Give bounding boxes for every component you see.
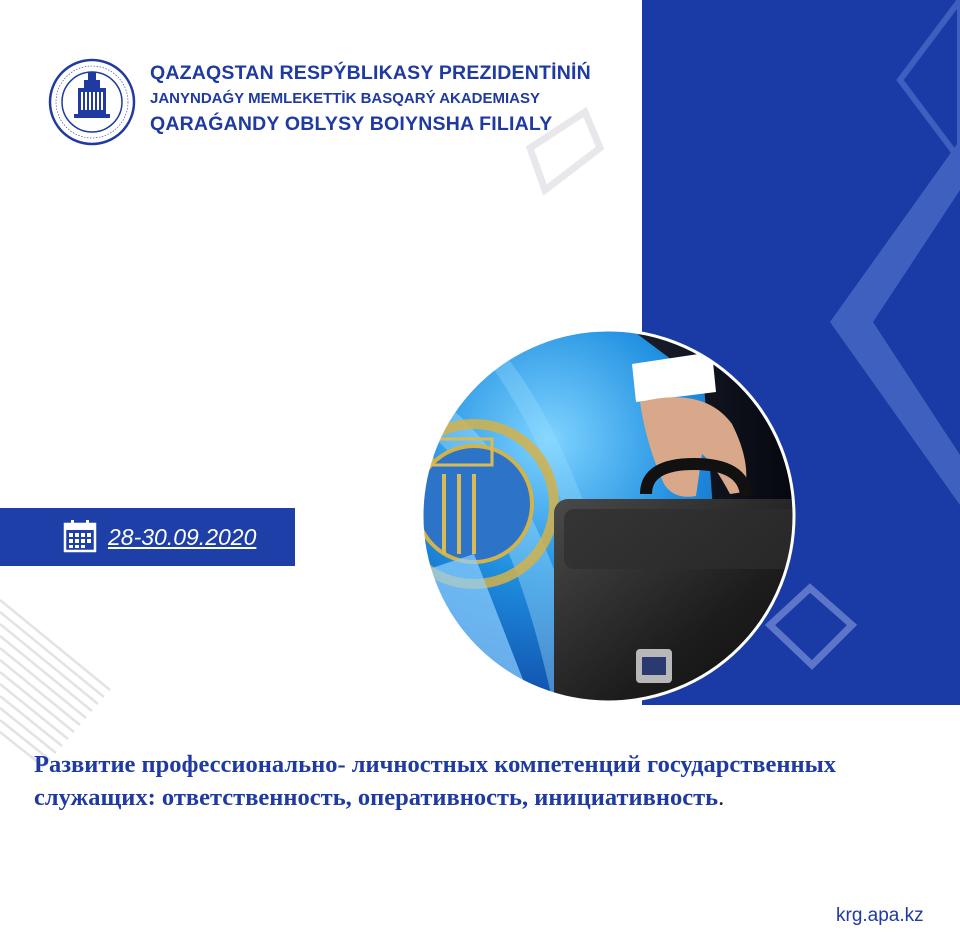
- org-name-line-3: QARAǴANDY OBLYSY BOIYNSHA FILIALY: [150, 113, 553, 135]
- event-title-period: .: [718, 784, 725, 811]
- academy-emblem-icon: [48, 58, 136, 146]
- hatch-lines: [0, 600, 110, 767]
- org-name-line-2: JANYNDAǴY MEMLEKETTİK BASQARÝ AKADEMIASY: [150, 90, 541, 107]
- businessman-briefcase-photo: [414, 324, 802, 708]
- chevron-decoration: [830, 140, 960, 505]
- calendar-icon: [62, 518, 98, 554]
- event-title: [34, 748, 949, 814]
- event-date: 28-30.09.2020: [108, 524, 257, 550]
- event-title-text: Развитие профессионально- личностных компетенций государственных служащих: ответственность, оперативность, инициативность: [34, 751, 836, 811]
- org-name-line-1: QAZAQSTAN RESPÝBLIKASY PREZIDENTİNİŃ: [150, 62, 591, 84]
- chevron-top: [900, 0, 960, 160]
- website-link[interactable]: krg.apa.kz: [836, 905, 924, 926]
